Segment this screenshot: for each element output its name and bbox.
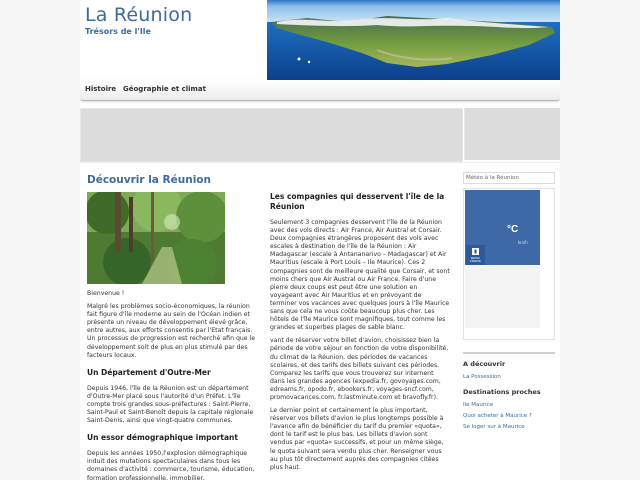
page-container [80, 0, 560, 480]
compagnies-paragraph-1: Seulement 3 compagnies desservent l'île de la Réunion avec des vols directs : Air France, Air Austral et Corsair. Deux compagnies étrangères proposent des vols avec escales à destination de l'île de la Réunion : Air Madagascar (escale à Antananarivo – Madagascar) et Air Mauritius (escale à Port Louis – Ile Maurice). Ces 2 compagnies sont de meilleure qualité que Corsair, et sont moins chers que Air Austral ou Air France. Faire d'une pierre deux coups est peut être une solution en voyageant avec Air Mauritius et en prévoyant de terminer vos vacances avec quelques jours à l'île Maurice sans que cela ne vous coûte beaucoup plus cher. Les hôtels de l'île Maurice sont magnifiques, tout comme les grandes et superbes plages de sable blanc. [270, 219, 450, 332]
link-ile-maurice[interactable]: Ile Maurice [463, 402, 494, 408]
middle-column [270, 192, 450, 477]
site-header [80, 0, 560, 80]
svg-text:METEO: METEO [470, 257, 481, 260]
ad-banner-placeholder [80, 108, 463, 162]
nav-item-geographie-climat[interactable]: Géographie et climat [123, 85, 206, 93]
main-navigation [80, 80, 560, 101]
ad-side-placeholder [464, 108, 560, 160]
divider [80, 162, 560, 163]
svg-text:FRANCE: FRANCE [470, 260, 481, 263]
meteo-temperature: °C [507, 224, 519, 235]
nav-item-histoire[interactable]: Histoire [85, 85, 117, 93]
discover-heading: A découvrir [463, 360, 506, 368]
section-heading-demographie: Un essor démographique important [87, 433, 238, 443]
compagnies-paragraph-2: vant de réserver votre billet d'avion, choisissez bien la période de votre séjour en fonction de votre disponibilité, du climat de la Réunion, des périodes de vacances scolaires, et des tarifs des billets suivant ces périodes. Comparez les tarifs que vous trouverez sur internent dans les grandes agences (expedia.fr, govoyages.com, edreams.fr, opodo.fr, ebookers.fr, voyages-sncf.com, promovacances.com, fr.lastminute.com et bravofly.fr). [270, 337, 449, 401]
page-title: Découvrir la Réunion [87, 174, 211, 186]
intro-text: Bienvenue ! [87, 290, 125, 297]
link-se-loger-maurice[interactable]: Se loger sur à Maurice [463, 424, 525, 430]
link-quoi-acheter-maurice[interactable]: Quoi acheter à Maurice ? [463, 413, 532, 419]
meteo-widget-frame [463, 188, 555, 340]
intro-paragraph: Malgré les problèmes socio-économiques, la réunion fait figure d'île moderne au sein de l'Océan indien et présente un niveau de développement élevé grâce, entre autres, aux efforts consentis par l'Etat français. Un processus de progression est recherché afin que le développement soit de plus en plus stimulé par des facteurs locaux. [87, 303, 256, 359]
demographie-paragraph: Depuis les années 1950,l'explosion démographique induit des mutations spectaculaires dans tous les domaines d'activité : commerce, tourisme, éducation, formation professionnelle, immobilier, [87, 450, 255, 480]
link-la-possession[interactable]: La Possession [463, 374, 501, 380]
destinations-heading: Destinations proches [463, 388, 541, 396]
departement-paragraph: Depuis 1946, l'île de la Réunion est un département d'Outre-Mer placé sous l'autorité d'un Préfet. L'île compte trois grandes sous-préfectures : Saint-Pierre, Saint-Paul et Saint-Benoît depuis la capitale régionale Saint-Denis, ainsi que vingt-quatre communes. [87, 384, 254, 425]
meteo-widget-title: Météo à la Réunion [463, 172, 555, 184]
sidebar [463, 172, 555, 435]
site-tagline: Trésors de l'Ile [85, 27, 151, 36]
meteo-wind-speed: km/h [518, 240, 528, 245]
site-title[interactable]: La Réunion [85, 4, 193, 26]
meteo-france-logo[interactable] [466, 245, 485, 265]
section-heading-departement: Un Département d'Outre-Mer [87, 367, 211, 377]
main-column [87, 174, 259, 480]
sidebar-divider [463, 352, 555, 354]
meteo-widget[interactable] [465, 190, 540, 265]
compagnies-paragraph-3: Le dernier point et certainement le plus important, réserver vos billets d'avion le plus longtemps possible à l'avance afin de bénéficier du tarif du premier «quota», dont le tarif est le plus bas. Les billets d'avion sont vendus par «quota» successifs, et pour un même siège, le quota suivant sera vendu plus cher. Renseigner vous au plus tôt directement auprès des compagnies citées plus haut. [270, 407, 444, 471]
forest-photo [87, 192, 225, 284]
island-banner-image [267, 0, 560, 80]
compagnies-heading: Les compagnies qui desservent l'île de la Réunion [270, 192, 445, 211]
meteo-forecast-area [465, 266, 540, 328]
